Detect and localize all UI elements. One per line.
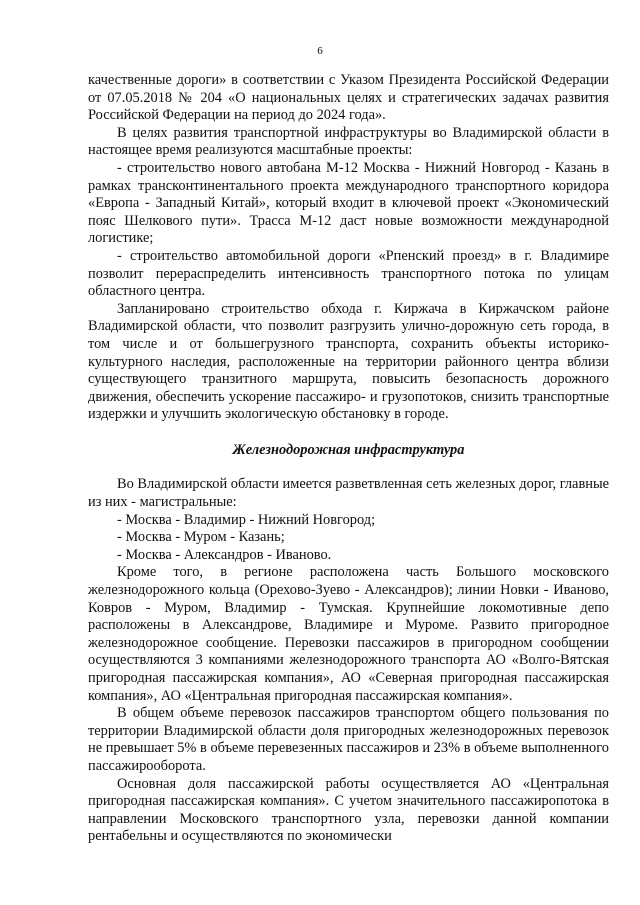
list-item: - Москва - Александров - Иваново.: [117, 546, 332, 563]
list-item: - строительство автомобильной дороги «Рпенский проезд» в г. Владимире позволит перераспределить интенсивность транспортного потока по улицам областного центра.: [88, 247, 609, 300]
paragraph: В целях развития транспортной инфраструктуры во Владимирской области в настоящее время реализуются масштабные проекты:: [88, 124, 609, 159]
paragraph: Основная доля пассажирской работы осуществляется АО «Центральная пригородная пассажирская компания». С учетом значительного пассажиропотока в направлении Московского транспортного узла, перевозки данной компании рентабельны и осуществляются по экономически: [88, 775, 609, 845]
paragraph: В общем объеме перевозок пассажиров транспортом общего пользования по территории Владимирской области доля пригородных железнодорожных перевозок не превышает 5% в объеме перевезенных пассажиров и 23% в объеме выполненного пассажирооборота.: [88, 705, 609, 774]
document-body: [88, 72, 609, 846]
paragraph: Во Владимирской области имеется разветвленная сеть железных дорог, главные из них - магистральные:: [88, 476, 609, 511]
list-item: - Москва - Муром - Казань;: [117, 529, 285, 546]
section-title: Железнодорожная инфраструктура: [232, 441, 465, 458]
list-item: - Москва - Владимир - Нижний Новгород;: [117, 511, 376, 528]
list-item: - строительство нового автобана М-12 Москва - Нижний Новгород - Казань в рамках трансконтинентального проекта международного транспортного коридора «Европа - Западный Китай», который входит в ключевой проект «Экономический пояс Шелкового пути». Трасса М-12 даст новые возможности международной логистике;: [88, 159, 609, 247]
paragraph: качественные дороги» в соответствии с Указом Президента Российской Федерации от 07.05.2018 № 204 «О национальных целях и стратегических задачах развития Российской Федерации на период до 2024 года».: [88, 72, 609, 124]
paragraph: Запланировано строительство обхода г. Киржача в Киржачском районе Владимирской области, что позволит разгрузить улично-дорожную сеть города, в том числе и от большегрузного транспорта, сохранить объекты историко-культурного наследия, расположенные на территории районного центра вблизи существующего транзитного маршрута, повысить безопасность дорожного движения, обеспечить ускорение пассажиро- и грузопотоков, снизить транспортные издержки и улучшить экологическую обстановку в городе.: [88, 300, 609, 423]
page-number: 6: [317, 45, 323, 57]
paragraph: Кроме того, в регионе расположена часть Большого московского железнодорожного кольца (Орехово-Зуево - Александров); линии Новки - Иваново, Ковров - Муром, Владимир - Тумская. Крупнейшие локомотивные депо расположены в Александрове, Владимире и Муроме. Развито пригородное железнодорожное сообщение. Перевозки пассажиров в пригородном сообщении осуществляются 3 компаниями железнодорожного транспорта АО «Волго-Вятская пригородная пассажирская компания», АО «Северная пригородная пассажирская компания», АО «Центральная пригородная пассажирская компания».: [88, 564, 609, 704]
